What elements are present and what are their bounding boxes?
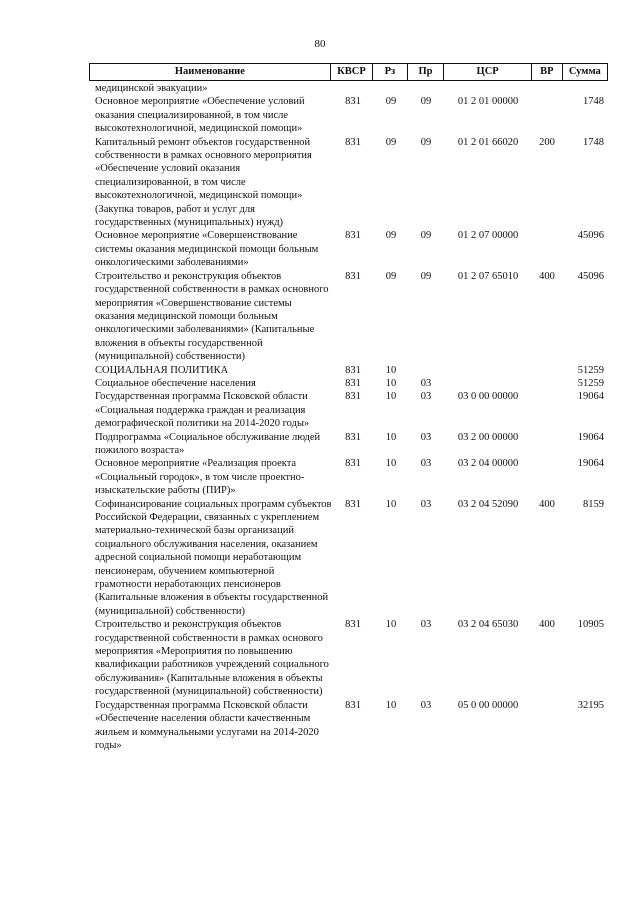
- table-row: [89, 82, 608, 95]
- header-rz: Рз: [372, 64, 407, 80]
- table-row: [89, 136, 608, 230]
- row-kvsr: 831: [345, 270, 361, 282]
- row-name: Капитальный ремонт объектов государственной собственности в рамках основного мероприятия «Обеспечение условий оказания специализированной, в том числе высокотехнологичной, медицинской помощи» (Закупка товаров, работ и услуг для государственных (муниципальных) нужд): [95, 136, 312, 229]
- row-vr: [532, 229, 562, 269]
- row-kvsr: 831: [345, 230, 361, 242]
- table-row: [89, 699, 608, 753]
- row-pr: 09: [420, 96, 432, 108]
- row-name: Основное мероприятие «Совершенствование системы оказания медицинской помощи больным онкологическими заболеваниями»: [95, 230, 319, 269]
- row-sum: 19064: [577, 391, 604, 403]
- row-rz: 10: [385, 458, 397, 470]
- row-vr: [532, 390, 562, 430]
- header-name: Наименование: [174, 66, 245, 77]
- table-row: [89, 229, 608, 269]
- table-row: [89, 618, 608, 698]
- row-pr: 09: [420, 136, 432, 148]
- row-sum: 51259: [577, 377, 604, 389]
- row-name: Социальное обеспечение населения: [95, 377, 256, 389]
- row-pr: 03: [420, 377, 432, 389]
- row-rz: 10: [385, 377, 397, 389]
- table-row: [89, 431, 608, 458]
- row-sum: 32195: [577, 699, 604, 711]
- row-kvsr: [332, 82, 374, 95]
- row-vr: [532, 457, 562, 497]
- row-kvsr: 831: [345, 391, 361, 403]
- row-kvsr: 831: [345, 96, 361, 108]
- row-name: медицинской эвакуации»: [95, 83, 208, 94]
- row-vr: [532, 377, 562, 390]
- row-csr: [444, 82, 532, 95]
- row-pr: [408, 364, 444, 377]
- row-csr: 05 0 00 00000: [457, 699, 519, 711]
- header-sum: Сумма: [562, 64, 607, 80]
- table-body: [89, 81, 608, 752]
- row-rz: 09: [385, 230, 397, 242]
- row-sum: 1748: [583, 136, 604, 148]
- row-pr: 09: [420, 270, 432, 282]
- row-csr: 03 2 04 00000: [457, 458, 519, 470]
- header-vr: ВР: [531, 64, 562, 80]
- row-sum: [562, 82, 608, 95]
- row-rz: 10: [385, 619, 397, 631]
- row-vr: 400: [539, 270, 555, 282]
- row-rz: [374, 82, 408, 95]
- row-pr: 03: [420, 619, 432, 631]
- row-rz: 10: [385, 498, 397, 510]
- row-pr: 03: [420, 498, 432, 510]
- row-name: СОЦИАЛЬНАЯ ПОЛИТИКА: [95, 364, 229, 376]
- row-csr: 01 2 01 00000: [457, 96, 519, 108]
- row-csr: 01 2 07 00000: [457, 230, 519, 242]
- row-rz: 10: [385, 699, 397, 711]
- row-vr: [532, 95, 562, 135]
- budget-table: [89, 63, 608, 752]
- row-pr: 03: [420, 458, 432, 470]
- row-pr: [408, 82, 444, 95]
- row-vr: 400: [539, 619, 555, 631]
- table-row: [89, 390, 608, 430]
- row-name: Софинансирование социальных программ субъектов Российской Федерации, связанных с укреплением материально-технической базы организаций социального обслуживания населения, оказанием адресной социальной помощи неработающим пенсионерам, обучением компьютерной грамотности неработающих пенсионеров (Капитальные вложения в объекты государственной (муниципальной) собственности): [95, 498, 332, 617]
- row-vr: 200: [539, 136, 555, 148]
- row-pr: 03: [420, 699, 432, 711]
- row-sum: 45096: [577, 230, 604, 242]
- row-sum: 10905: [577, 619, 604, 631]
- row-sum: 1748: [583, 96, 604, 108]
- row-kvsr: 831: [345, 136, 361, 148]
- table-row: [89, 270, 608, 364]
- row-csr: 03 2 00 00000: [457, 431, 519, 443]
- row-kvsr: 831: [345, 619, 361, 631]
- row-rz: 10: [385, 391, 397, 403]
- row-name: Подпрограмма «Социальное обслуживание людей пожилого возраста»: [95, 431, 321, 456]
- row-csr: 03 0 00 00000: [457, 391, 519, 403]
- table-row: [89, 377, 608, 390]
- row-csr: 03 2 04 65030: [457, 619, 519, 631]
- row-vr: [532, 431, 562, 458]
- row-csr: [444, 377, 532, 390]
- table-header: [89, 63, 608, 81]
- row-pr: 09: [420, 230, 432, 242]
- row-kvsr: 831: [345, 431, 361, 443]
- row-name: Основное мероприятие «Обеспечение условий оказания специализированной, в том числе высокотехнологичной, медицинской помощи»: [95, 96, 305, 135]
- table-row: [89, 95, 608, 135]
- header-pr: Пр: [407, 64, 444, 80]
- page-number: 80: [314, 38, 326, 50]
- row-csr: [444, 364, 532, 377]
- row-vr: 400: [539, 498, 555, 510]
- row-vr: [532, 364, 562, 377]
- table-row: [89, 457, 608, 497]
- row-sum: 8159: [583, 498, 604, 510]
- row-name: Основное мероприятие «Реализация проекта «Социальный городок», в том числе проектно-изыскательские работы (ПИР)»: [95, 458, 305, 497]
- row-rz: 10: [385, 431, 397, 443]
- table-row: [89, 364, 608, 377]
- row-rz: 09: [385, 270, 397, 282]
- header-kvsr: КВСР: [330, 64, 372, 80]
- row-csr: 01 2 07 65010: [457, 270, 519, 282]
- row-name: Государственная программа Псковской области «Обеспечение населения области качественным жильем и коммунальными услугами на 2014-2020 годы»: [95, 699, 319, 751]
- header-csr: ЦСР: [443, 64, 531, 80]
- table-row: [89, 498, 608, 619]
- row-name: Строительство и реконструкция объектов государственной собственности в рамках основого мероприятия «Мероприятия по повышению квалификации работников учреждений социального обслуживания» (Капитальные вложения в объекты государственной (муниципальной) собственности): [95, 619, 329, 698]
- row-sum: 19064: [577, 458, 604, 470]
- row-name: Строительство и реконструкция объектов государственной собственности в рамках основного мероприятия «Совершенствование системы оказания медицинской помощи больным онкологическими заболеваниями» (Капитальные вложения в объекты государственной (муниципальной) собственности): [95, 270, 329, 363]
- row-kvsr: 831: [345, 498, 361, 510]
- row-kvsr: 831: [345, 377, 361, 389]
- row-sum: 45096: [577, 270, 604, 282]
- row-vr: [532, 82, 562, 95]
- row-pr: 03: [420, 391, 432, 403]
- row-sum: 19064: [577, 431, 604, 443]
- row-vr: [532, 699, 562, 753]
- row-kvsr: 831: [345, 458, 361, 470]
- row-pr: 03: [420, 431, 432, 443]
- row-kvsr: 831: [345, 364, 361, 376]
- row-kvsr: 831: [345, 699, 361, 711]
- row-rz: 09: [385, 96, 397, 108]
- row-name: Государственная программа Псковской области «Социальная поддержка граждан и реализация демографической политики на 2014-2020 годы»: [95, 391, 310, 430]
- row-sum: 51259: [577, 364, 604, 376]
- row-csr: 01 2 01 66020: [457, 136, 519, 148]
- row-rz: 09: [385, 136, 397, 148]
- row-csr: 03 2 04 52090: [457, 498, 519, 510]
- row-rz: 10: [385, 364, 397, 376]
